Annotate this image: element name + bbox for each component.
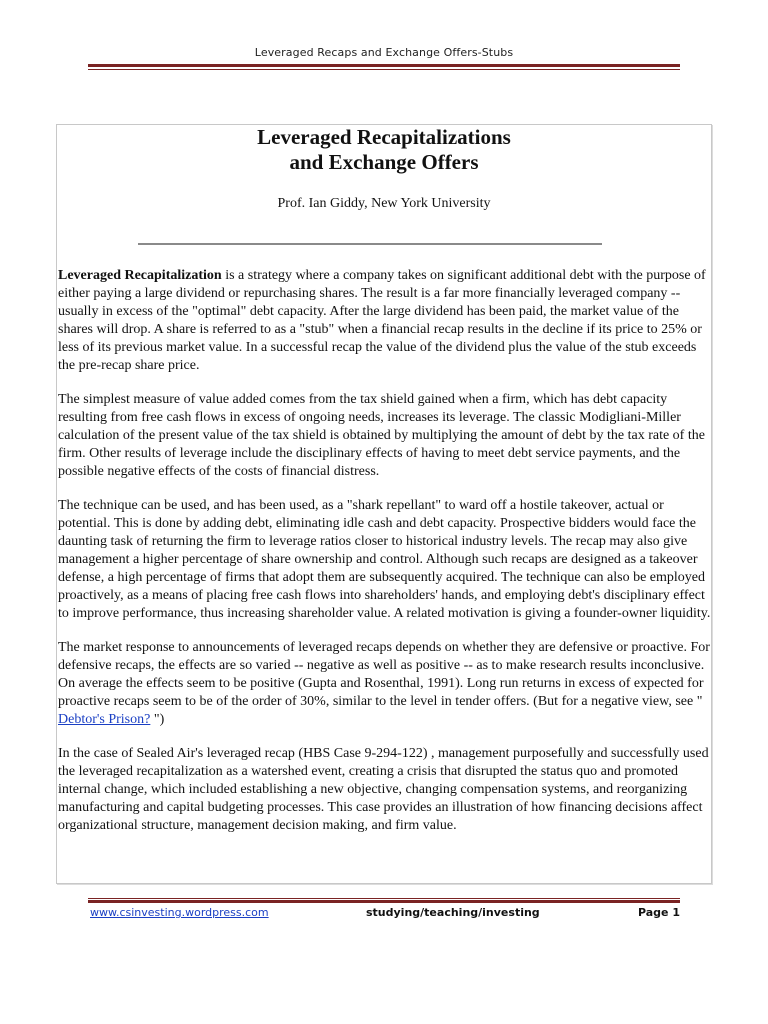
running-header: Leveraged Recaps and Exchange Offers-Stubs [254,46,514,59]
header-rule-thin [88,69,680,70]
footer-rule-thick [88,900,680,903]
author-line: Prof. Ian Giddy, New York University [277,196,491,211]
paragraph-4-tail: ") [150,712,165,727]
page-footer [90,906,680,926]
title-line-1: Leveraged Recapitalizations [257,125,511,149]
paragraph-2: The simplest measure of value added comes from the tax shield gained when a firm, which has debt capacity resulting from free cash flows in excess of ongoing needs, increases its leverage. The classic Modigliani-Miller calculation of the present value of the tax shield is obtained by multiplying the amount of debt by the tax rate of the firm. Other results of leverage include the disciplinary effects of having to meet debt service payments, and the possible negative effects of the costs of financial distress. [58,392,705,479]
document-body [58,267,712,851]
title-line-2: and Exchange Offers [289,150,479,174]
paragraph-5: In the case of Sealed Air's leveraged recap (HBS Case 9-294-122) , management purposefully and successfully used the leveraged recapitalization as a watershed event, creating a crisis that disrupted the status quo and promoted internal change, which included establishing a new objective, changing compensation systems, and reorganizing manufacturing and capital budgeting processes. This case provides an illustration of how financing decisions affect organizational structure, management decision making, and firm value. [58,746,709,833]
paragraph-3: The technique can be used, and has been used, as a "shark repellant" to ward off a hostile takeover, actual or potential. This is done by adding debt, eliminating idle cash and debt capacity. Prospective bidders would face the daunting task of returning the firm to leverage ratios closer to historical industry levels. The recap may also give management a higher percentage of share ownership and control. Although such recaps are designed as a takeover defense, a high percentage of firms that adopt them are subsequently acquired. The technique can also be employed proactively, as a means of placing free cash flows into shareholders' hands, and employing debt's disciplinary effect to improve performance, thus increasing shareholder value. A related motivation is giving a founder-owner liquidity. [58,498,711,621]
page-number: Page 1 [637,906,680,919]
debtors-prison-link[interactable]: Debtor's Prison? [58,712,151,727]
paragraph-4 [58,639,712,729]
document-title [56,125,712,175]
header-rule-thick [88,64,680,67]
footer-rule-thin [88,898,680,899]
defined-term: Leveraged Recapitalization [58,268,222,283]
footer-tagline: studying/teaching/investing [366,906,540,919]
paragraph-1-text: is a strategy where a company takes on significant additional debt with the purpose of either paying a large dividend or repurchasing shares. The result is a far more financially leveraged company -- usually in excess of the "optimal" debt capacity. After the large dividend has been paid, the market value of the shares will drop. A share is referred to as a "stub" when a financial recap results in the decline if its price to 25% or less of its previous market value. In a successful recap the value of the dividend plus the value of the stub exceeds the pre-recap share price. [58,268,706,373]
horizontal-rule [138,243,602,245]
paragraph-1 [58,267,712,375]
paragraph-4-text: The market response to announcements of leveraged recaps depends on whether they are defensive or proactive. For defensive recaps, the effects are so varied -- negative as well as positive -- as to make research results inconclusive. On average the effects seem to be positive (Gupta and Rosenthal, 1991). Long run returns in excess of expected for proactive recaps seem to be of the order of 30%, similar to the level in tender offers. (But for a negative view, see " [58,640,710,709]
footer-url-link[interactable]: www.csinvesting.wordpress.com [90,906,269,919]
